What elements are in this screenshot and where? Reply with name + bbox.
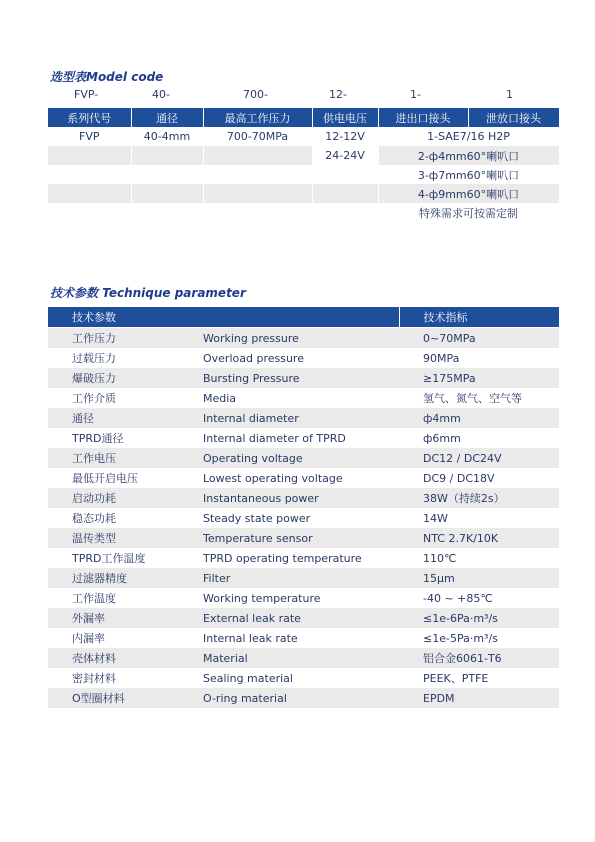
param-name-cn: 内漏率	[72, 632, 105, 645]
param-value: EPDM	[399, 688, 559, 708]
param-name-cn: 工作介质	[72, 392, 116, 405]
table-cell	[312, 165, 378, 184]
table-row	[48, 408, 559, 428]
param-value: PEEK、PTFE	[423, 672, 489, 685]
param-name-cn: 通径	[48, 408, 199, 428]
model-code-title: 选型表Model code	[50, 70, 164, 84]
table-cell: 24-24V	[312, 146, 378, 165]
table-cell	[203, 146, 312, 165]
model-code-part: FVP-	[74, 88, 99, 101]
param-name-en: Operating voltage	[199, 448, 399, 468]
param-name-en: Instantaneous power	[199, 488, 399, 508]
table-cell: 特殊需求可按需定制	[378, 203, 559, 222]
table-cell: 700-70MPa	[203, 127, 312, 146]
param-name-cn: 过滤器精度	[48, 568, 199, 588]
table-cell: 4-ф9mm60°喇叭口	[378, 184, 559, 203]
table-row	[48, 568, 559, 588]
model-header-cell: 通径	[131, 108, 203, 127]
param-name-en: Internal leak rate	[203, 631, 298, 645]
param-name-cn: 壳体材料	[48, 648, 199, 668]
table-row	[48, 388, 559, 408]
tech-table-header	[48, 307, 559, 328]
model-header-cell: 最高工作压力	[203, 108, 312, 127]
table-row	[48, 328, 559, 349]
param-value: ф4mm	[399, 408, 559, 428]
table-row	[48, 448, 559, 468]
param-name-cn: 工作电压	[48, 448, 199, 468]
table-cell	[48, 203, 131, 222]
model-header-cell: 泄放口接头	[468, 108, 559, 127]
table-cell	[48, 184, 131, 203]
table-cell	[203, 165, 312, 184]
param-name-en: External leak rate	[199, 608, 399, 628]
param-name-cn: TPRD通径	[72, 432, 124, 445]
param-value: -40 ~ +85℃	[423, 591, 493, 605]
model-code-part: 40-	[152, 88, 170, 101]
table-row	[48, 428, 559, 448]
table-cell: 12-12V	[312, 127, 378, 146]
model-code-part: 1-	[410, 88, 421, 101]
model-header-cell: 供电电压	[312, 108, 378, 127]
table-row	[48, 203, 559, 222]
table-row	[48, 468, 559, 488]
table-cell	[48, 165, 131, 184]
param-name-en: Media	[203, 391, 237, 405]
param-value: 15μm	[399, 568, 559, 588]
param-name-cn: 最低开启电压	[72, 472, 138, 485]
param-name-cn: O型圈材料	[48, 688, 199, 708]
param-name-cn: 密封材料	[72, 672, 116, 685]
table-cell	[203, 184, 312, 203]
table-cell	[131, 184, 203, 203]
param-name-en: Bursting Pressure	[199, 368, 399, 388]
param-name-cn: 工作压力	[48, 328, 199, 349]
table-row	[48, 668, 559, 688]
param-name-cn: 启动功耗	[48, 488, 199, 508]
param-name-en: Steady state power	[203, 511, 311, 525]
model-header-cell: 系列代号	[48, 108, 131, 127]
model-code-part: 1	[506, 88, 513, 101]
table-row	[48, 648, 559, 668]
param-name-cn: 工作温度	[72, 592, 116, 605]
table-cell	[131, 146, 203, 165]
model-code-example	[48, 88, 560, 104]
param-name-cn: 外漏率	[48, 608, 199, 628]
table-row	[48, 508, 559, 528]
table-cell	[48, 146, 131, 165]
table-row	[48, 548, 559, 568]
param-name-en: Material	[199, 648, 399, 668]
param-name-cn: TPRD工作温度	[72, 552, 146, 565]
tech-header-cell: 技术指标	[399, 307, 559, 328]
table-cell: FVP	[48, 127, 131, 146]
param-name-en: Overload pressure	[203, 351, 304, 365]
table-cell: 2-ф4mm60°喇叭口	[378, 146, 559, 165]
model-table-header	[48, 108, 559, 127]
tech-header-cell: 技术参数	[48, 307, 399, 328]
table-cell	[312, 184, 378, 203]
param-name-cn: 温传类型	[48, 528, 199, 548]
table-cell	[131, 165, 203, 184]
table-cell: 1-SAE7/16 H2P	[378, 127, 559, 146]
table-row	[48, 628, 559, 648]
param-name-en: O-ring material	[199, 688, 399, 708]
param-name-cn: 爆破压力	[48, 368, 199, 388]
table-row	[48, 488, 559, 508]
table-row	[48, 127, 559, 146]
table-cell	[312, 203, 378, 222]
model-code-part: 700-	[243, 88, 268, 101]
param-name-en: Working temperature	[203, 591, 321, 605]
param-value: ≥175MPa	[399, 368, 559, 388]
param-value: ≤1e-6Pa·m³/s	[399, 608, 559, 628]
param-value: DC9 / DC18V	[423, 471, 495, 485]
table-row	[48, 588, 559, 608]
param-name-en: Sealing material	[203, 671, 293, 685]
tech-param-table	[48, 307, 559, 708]
table-row	[48, 528, 559, 548]
table-row	[48, 348, 559, 368]
param-value: NTC 2.7K/10K	[399, 528, 559, 548]
table-cell: 40-4mm	[131, 127, 203, 146]
table-cell: 3-ф7mm60°喇叭口	[378, 165, 559, 184]
model-code-table	[48, 108, 560, 222]
model-code-part: 12-	[329, 88, 347, 101]
param-value: 铝合金6061-T6	[399, 648, 559, 668]
model-header-cell: 进出口接头	[378, 108, 468, 127]
param-name-en: Internal diameter of TPRD	[203, 431, 346, 445]
param-value: 110℃	[423, 551, 457, 565]
param-name-en: TPRD operating temperature	[203, 551, 362, 565]
param-name-cn: 过载压力	[72, 352, 116, 365]
table-row	[48, 688, 559, 708]
param-name-en: Working pressure	[199, 328, 399, 349]
param-name-en: Filter	[199, 568, 399, 588]
param-value: 38W（持续2s）	[399, 488, 559, 508]
table-cell	[131, 203, 203, 222]
table-row	[48, 184, 559, 203]
param-value: 氢气、氮气、空气等	[423, 392, 522, 405]
table-row	[48, 368, 559, 388]
param-value: ф6mm	[423, 431, 461, 445]
table-row	[48, 146, 559, 165]
table-cell	[203, 203, 312, 222]
param-value: DC12 / DC24V	[399, 448, 559, 468]
param-name-cn: 稳态功耗	[72, 512, 116, 525]
param-name-en: Temperature sensor	[199, 528, 399, 548]
tech-param-title: 技术参数 Technique parameter	[50, 286, 246, 300]
table-row	[48, 608, 559, 628]
param-value: 90MPa	[423, 351, 460, 365]
param-value: ≤1e-5Pa·m³/s	[423, 631, 498, 645]
param-value: 14W	[423, 511, 448, 525]
param-name-en: Lowest operating voltage	[203, 471, 343, 485]
param-name-en: Internal diameter	[199, 408, 399, 428]
param-value: 0~70MPa	[399, 328, 559, 349]
table-row	[48, 165, 559, 184]
